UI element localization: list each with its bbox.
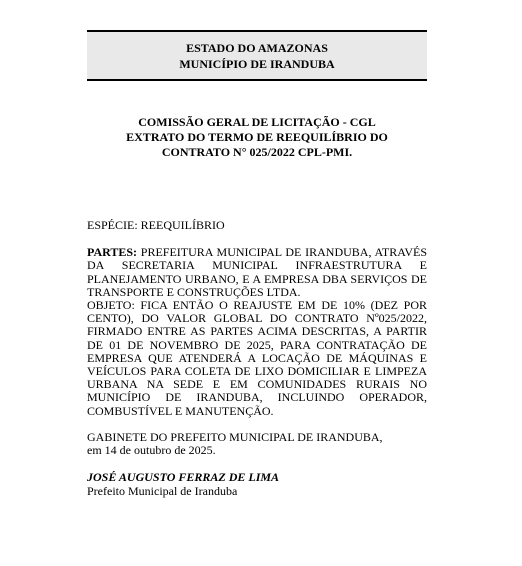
gabinete-line: GABINETE DO PREFEITO MUNICIPAL DE IRANDUBA, xyxy=(87,429,383,444)
partes-label: PARTES: xyxy=(87,245,138,260)
title-line-2: EXTRATO DO TERMO DE REEQUILÍBRIO DO xyxy=(126,130,388,144)
title-line-1: COMISSÃO GERAL DE LICITAÇÃO - CGL xyxy=(138,115,376,129)
document-title xyxy=(87,115,427,160)
objeto-paragraph: OBJETO: FICA ENTÃO O REAJUSTE EM DE 10% (DEZ POR CENTO), DO VALOR GLOBAL DO CONTRATO Nº025/2022, FIRMADO ENTRE AS PARTES ACIMA DESCRITAS, A PARTIR DE 01 DE NOVEMBRO DE 2025, PARA CONTRATAÇÃO DE EMPRESA QUE ATENDERÁ A LOCAÇÃO DE MÁQUINAS E VEÍCULOS PARA COLETA DE LIXO DOMICILIAR E LIMPEZA URBANA NA SEDE E EM COMUNIDADES RURAIS NO MUNICÍPIO DE IRANDUBA, INCLUINDO OPERADOR, COMBUSTÍVEL E MANUTENÇÃO. xyxy=(87,298,427,418)
especie-paragraph: ESPÉCIE: REEQUILÍBRIO xyxy=(87,218,225,232)
signature-name: JOSÉ AUGUSTO FERRAZ DE LIMA xyxy=(87,470,280,485)
header-box xyxy=(87,30,427,81)
header-state: ESTADO DO AMAZONAS xyxy=(186,40,328,55)
signature-role: Prefeito Municipal de Iranduba xyxy=(87,484,238,499)
title-line-3: CONTRATO N° 025/2022 CPL-PMI. xyxy=(161,145,353,159)
header-municipality: MUNICÍPIO DE IRANDUBA xyxy=(179,56,335,71)
partes-text: PREFEITURA MUNICIPAL DE IRANDUBA, ATRAVÉS DA SECRETARIA MUNICIPAL INFRAESTRUTURA E PLANEJAMENTO URBANO, E A EMPRESA DBA SERVIÇOS DE TRANSPORTE E CONSTRUÇÕES LTDA. xyxy=(87,245,427,299)
date-line: em 14 de outubro de 2025. xyxy=(87,443,216,458)
document-page xyxy=(87,30,427,498)
partes-paragraph xyxy=(87,246,427,299)
